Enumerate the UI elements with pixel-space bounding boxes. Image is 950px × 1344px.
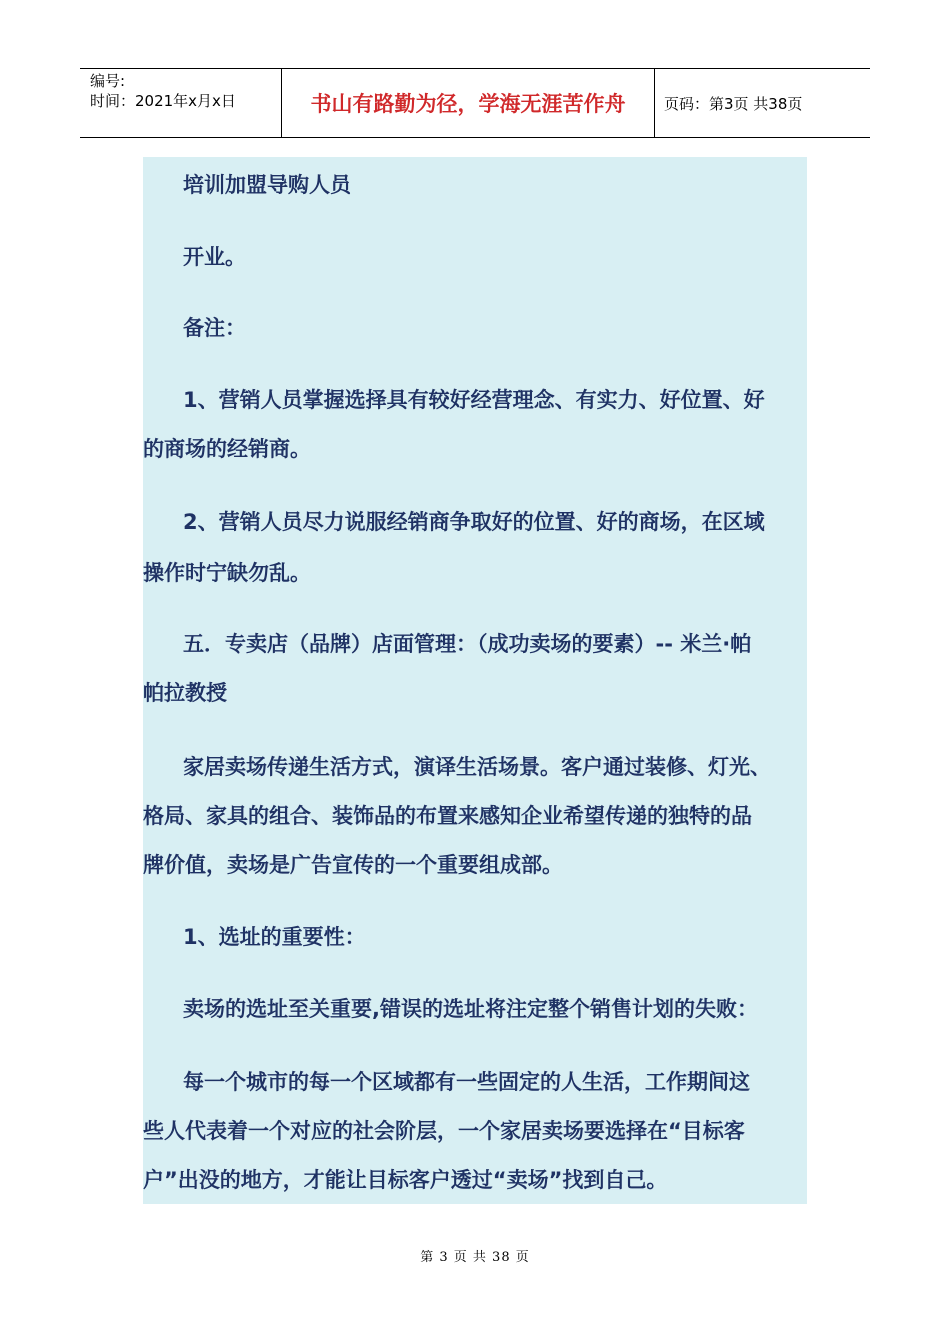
paragraph-opening: 开业。 bbox=[183, 245, 246, 269]
paragraph-location-importance: 卖场的选址至关重要,错误的选址将注定整个销售计划的失败： bbox=[183, 997, 758, 1021]
paragraph-city-line1: 每一个城市的每一个区域都有一些固定的人生活，工作期间这 bbox=[183, 1070, 750, 1094]
paragraph-showroom-line1: 家居卖场传递生活方式，演译生活场景。客户通过装修、灯光、 bbox=[183, 755, 771, 779]
paragraph-note1-line2: 的商场的经销商。 bbox=[143, 437, 311, 461]
paragraph-showroom-line2: 格局、家具的组合、装饰品的布置来感知企业希望传递的独特的品 bbox=[143, 804, 752, 828]
paragraph-location-heading: 1、选址的重要性： bbox=[183, 925, 366, 949]
page-header bbox=[80, 68, 870, 138]
header-meta bbox=[80, 69, 280, 137]
page-footer: 第 3 页 共 38 页 bbox=[420, 1250, 530, 1265]
header-page-info: 页码：第3页 共38页 bbox=[664, 94, 803, 113]
paragraph-training: 培训加盟导购人员 bbox=[183, 173, 351, 197]
paragraph-city-line3: 户”出没的地方，才能让目标客户透过“卖场”找到自己。 bbox=[143, 1168, 668, 1192]
header-motto: 书山有路勤为径，学海无涯苦作舟 bbox=[281, 69, 655, 137]
paragraph-note2-line1: 2、营销人员尽力说服经销商争取好的位置、好的商场，在区域 bbox=[183, 510, 765, 534]
paragraph-section5-line2: 帕拉教授 bbox=[143, 681, 227, 705]
paragraph-showroom-line3: 牌价值，卖场是广告宣传的一个重要组成部。 bbox=[143, 853, 563, 877]
doc-code-label: 编号: bbox=[90, 72, 126, 90]
paragraph-section5-line1: 五．专卖店（品牌）店面管理：（成功卖场的要素）-- 米兰·帕 bbox=[183, 632, 752, 656]
paragraph-notes-heading: 备注： bbox=[183, 316, 246, 340]
document-body bbox=[143, 157, 807, 1204]
paragraph-city-line2: 些人代表着一个对应的社会阶层，一个家居卖场要选择在“目标客 bbox=[143, 1119, 745, 1143]
paragraph-note2-line2: 操作时宁缺勿乱。 bbox=[143, 561, 311, 585]
paragraph-note1-line1: 1、营销人员掌握选择具有较好经营理念、有实力、好位置、好 bbox=[183, 388, 765, 412]
doc-time-label: 时间：2021年x月x日 bbox=[90, 92, 236, 110]
